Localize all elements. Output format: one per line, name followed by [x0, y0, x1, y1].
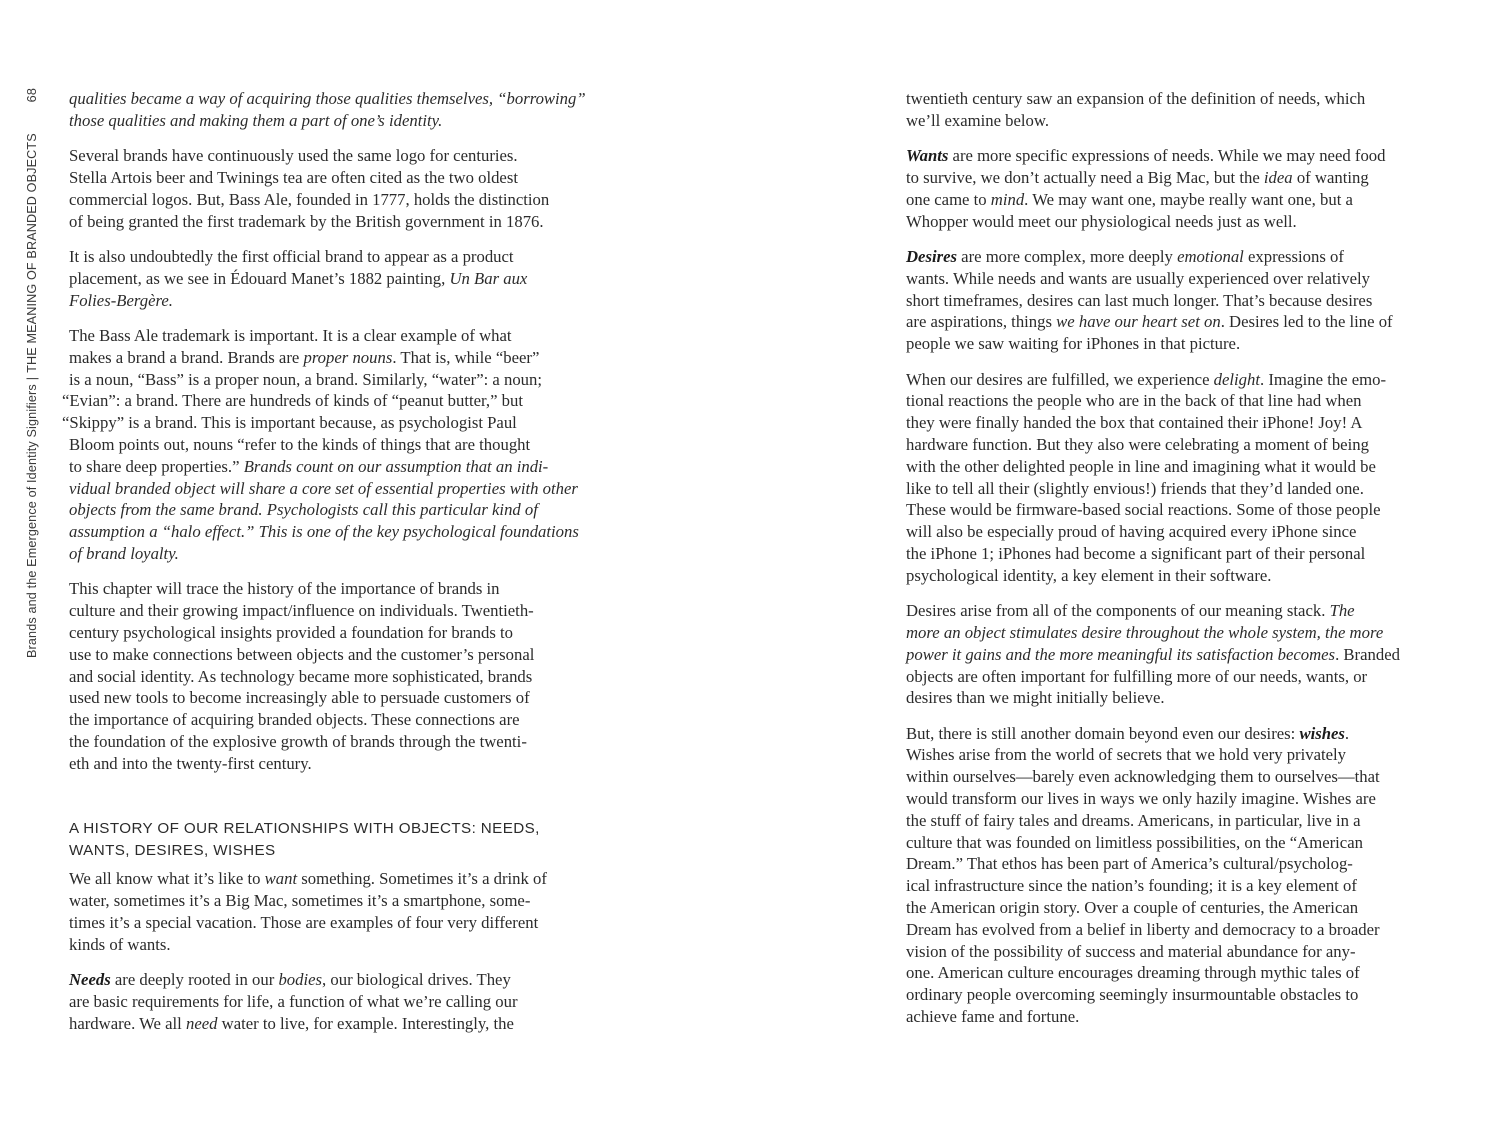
- text-line: desires than we might initially believe.: [906, 688, 1165, 708]
- text-line: the foundation of the explosive growth of brands through the twenti-: [69, 731, 527, 751]
- text-line: Desires arise from all of the components of our meaning stack. The: [906, 601, 1355, 621]
- text-line: eth and into the twenty-first century.: [69, 753, 312, 773]
- text-line: of brand loyalty.: [69, 543, 179, 563]
- text-line: commercial logos. But, Bass Ale, founded in 1777, holds the distinction: [69, 189, 550, 209]
- text-line: wants. While needs and wants are usually experienced over relatively: [906, 268, 1370, 288]
- text-line: with the other delighted people in line and imagining what it would be: [906, 456, 1376, 476]
- text-line: Several brands have continuously used the same logo for centuries.: [69, 146, 518, 166]
- paragraph-needs: [69, 969, 614, 1034]
- text-line: more an object stimulates desire throughout the whole system, the more: [906, 622, 1384, 642]
- text-line: objects are often important for fulfilling more of our needs, wants, or: [906, 666, 1368, 686]
- paragraph-wants: [906, 145, 1446, 232]
- paragraph-wishes: [906, 723, 1446, 1028]
- text-line: placement, as we see in Édouard Manet’s 1882 painting, Un Bar aux: [69, 268, 528, 288]
- text-line: The Bass Ale trademark is important. It is a clear example of what: [69, 325, 512, 345]
- text-line: within ourselves—barely even acknowledging them to ourselves—that: [906, 767, 1380, 787]
- text-line: century psychological insights provided a foundation for brands to: [69, 622, 513, 642]
- text-line: of being granted the first trademark by the British government in 1876.: [69, 211, 544, 231]
- text-line: “Skippy” is a brand. This is important because, as psychologist Paul: [62, 413, 517, 433]
- term-needs: Needs: [69, 970, 111, 990]
- text-line: Dream.” That ethos has been part of America’s cultural/psycholog-: [906, 854, 1353, 874]
- text-line: use to make connections between objects and the customer’s personal: [69, 644, 535, 664]
- text-line: objects from the same brand. Psychologists call this particular kind of: [69, 500, 538, 520]
- section-heading: A HISTORY OF OUR RELATIONSHIPS WITH OBJECTS: NEEDS, WANTS, DESIRES, WISHES: [69, 820, 540, 860]
- text-line: will also be especially proud of having acquired every iPhone since: [906, 522, 1357, 542]
- page-number: 68: [25, 88, 39, 103]
- text-line: to survive, we don’t actually need a Big Mac, but the idea of wanting: [906, 167, 1369, 187]
- text-line: one. American culture encourages dreaming through mythic tales of: [906, 963, 1360, 983]
- text-line: Stella Artois beer and Twinings tea are often cited as the two oldest: [69, 167, 518, 187]
- text-line: and social identity. As technology became more sophisticated, brands: [69, 666, 533, 686]
- text-line: hardware function. But they also were celebrating a moment of being: [906, 434, 1369, 454]
- text-line: It is also undoubtedly the first official brand to appear as a product: [69, 246, 514, 266]
- left-column: [62, 88, 614, 1048]
- text-line: ical infrastructure since the nation’s founding; it is a key element of: [906, 876, 1357, 896]
- text-line: are aspirations, things we have our heart set on. Desires led to the line of: [906, 312, 1393, 332]
- paragraph-desires: [906, 246, 1446, 355]
- paragraph-product-placement: [69, 246, 614, 311]
- text-line: people we saw waiting for iPhones in that picture.: [906, 334, 1241, 354]
- text-line: Dream has evolved from a belief in liberty and democracy to a broader: [906, 919, 1380, 939]
- text-line: vidual branded object will share a core set of essential properties with other: [69, 478, 578, 498]
- text-line: the iPhone 1; iPhones had become a significant part of their personal: [906, 543, 1366, 563]
- text-line: “Evian”: a brand. There are hundreds of kinds of “peanut butter,” but: [62, 391, 523, 411]
- running-head-section: Brands and the Emergence of Identity Signifiers: [25, 384, 39, 658]
- text-line: Bloom points out, nouns “refer to the kinds of things that are thought: [69, 434, 531, 454]
- text-line: Wishes arise from the world of secrets that we hold very privately: [906, 745, 1347, 765]
- text-line: qualities became a way of acquiring those qualities themselves, “borrowing”: [69, 89, 586, 108]
- paragraph-chapter-overview: [69, 578, 614, 774]
- running-head-chapter: THE MEANING OF BRANDED OBJECTS: [25, 133, 39, 373]
- text-line: are basic requirements for life, a function of what we’re calling our: [69, 992, 518, 1012]
- paragraph-delight: [906, 369, 1446, 587]
- text-line: ordinary people overcoming seemingly insurmountable obstacles to: [906, 985, 1359, 1005]
- text-line: water, sometimes it’s a Big Mac, sometimes it’s a smartphone, some-: [69, 891, 531, 911]
- text-line: short timeframes, desires can last much longer. That’s because desires: [906, 290, 1373, 310]
- text-line: When our desires are fulfilled, we experience delight. Imagine the emo-: [906, 369, 1387, 389]
- paragraph-oldest-logos: [69, 145, 614, 232]
- text-line: This chapter will trace the history of the importance of brands in: [69, 579, 500, 599]
- painting-title: Un Bar aux: [449, 268, 528, 288]
- text-line: kinds of wants.: [69, 934, 171, 954]
- text-line: is a noun, “Bass” is a proper noun, a brand. Similarly, “water”: a noun;: [69, 369, 542, 389]
- text-line: like to tell all their (slightly envious!) friends that they’d landed one.: [906, 478, 1364, 498]
- text-line: used new tools to become increasingly able to persuade customers of: [69, 688, 530, 708]
- paragraph-meaning-stack: [906, 600, 1446, 709]
- text-line: twentieth century saw an expansion of the definition of needs, which: [906, 89, 1366, 108]
- text-line: the importance of acquiring branded objects. These connections are: [69, 710, 520, 730]
- running-head-separator: |: [25, 376, 39, 381]
- text-line: hardware. We all need water to live, for example. Interestingly, the: [69, 1013, 514, 1033]
- paragraph-continuation: [69, 88, 614, 132]
- text-line: Desires are more complex, more deeply emotional expressions of: [906, 246, 1344, 266]
- text-line: assumption a “halo effect.” This is one of the key psychological foundations: [69, 522, 579, 542]
- text-line: makes a brand a brand. Brands are proper nouns. That is, while “beer”: [69, 347, 540, 367]
- paragraph-trademark: [62, 325, 614, 565]
- text-line: those qualities and making them a part of one’s identity.: [69, 110, 443, 130]
- text-line: tional reactions the people who are in the back of that line had when: [906, 391, 1362, 411]
- term-wishes: wishes: [1299, 723, 1345, 743]
- text-line: one came to mind. We may want one, maybe really want one, but a: [906, 189, 1353, 209]
- text-line: to share deep properties.” Brands count on our assumption that an indi-: [69, 456, 549, 476]
- text-line: vision of the possibility of success and material abundance for any-: [906, 941, 1356, 961]
- running-head: [22, 88, 42, 658]
- text-line: psychological identity, a key element in their software.: [906, 565, 1272, 585]
- term-wants: Wants: [906, 146, 949, 166]
- paragraph-continuation: [906, 88, 1446, 132]
- text-line: Wants are more specific expressions of needs. While we may need food: [906, 146, 1386, 166]
- text-line: These would be firmware-based social reactions. Some of those people: [906, 500, 1381, 520]
- text-line: would transform our lives in ways we only hazily imagine. Wishes are: [906, 789, 1376, 809]
- text-line: we’ll examine below.: [906, 110, 1050, 130]
- text-line: achieve fame and fortune.: [906, 1007, 1080, 1027]
- text-line: Needs are deeply rooted in our bodies, our biological drives. They: [69, 970, 511, 990]
- text-line: times it’s a special vacation. Those are examples of four very different: [69, 913, 539, 933]
- text-line: culture and their growing impact/influence on individuals. Twentieth-: [69, 601, 534, 621]
- text-line: But, there is still another domain beyond even our desires: wishes.: [906, 723, 1350, 743]
- text-line: Whopper would meet our physiological needs just as well.: [906, 211, 1297, 231]
- paragraph-wants-intro: [69, 868, 614, 955]
- text-line: power it gains and the more meaningful its satisfaction becomes. Branded: [906, 644, 1400, 664]
- text-line: the stuff of fairy tales and dreams. Americans, in particular, live in a: [906, 810, 1361, 830]
- text-line: culture that was founded on limitless possibilities, on the “American: [906, 832, 1363, 852]
- term-desires: Desires: [906, 246, 957, 266]
- text-line: they were finally handed the box that contained their iPhone! Joy! A: [906, 413, 1363, 433]
- text-line: the American origin story. Over a couple of centuries, the American: [906, 898, 1359, 918]
- text-line: Folies-Bergère.: [69, 290, 173, 310]
- right-column: [906, 88, 1446, 1041]
- text-line: We all know what it’s like to want something. Sometimes it’s a drink of: [69, 869, 547, 889]
